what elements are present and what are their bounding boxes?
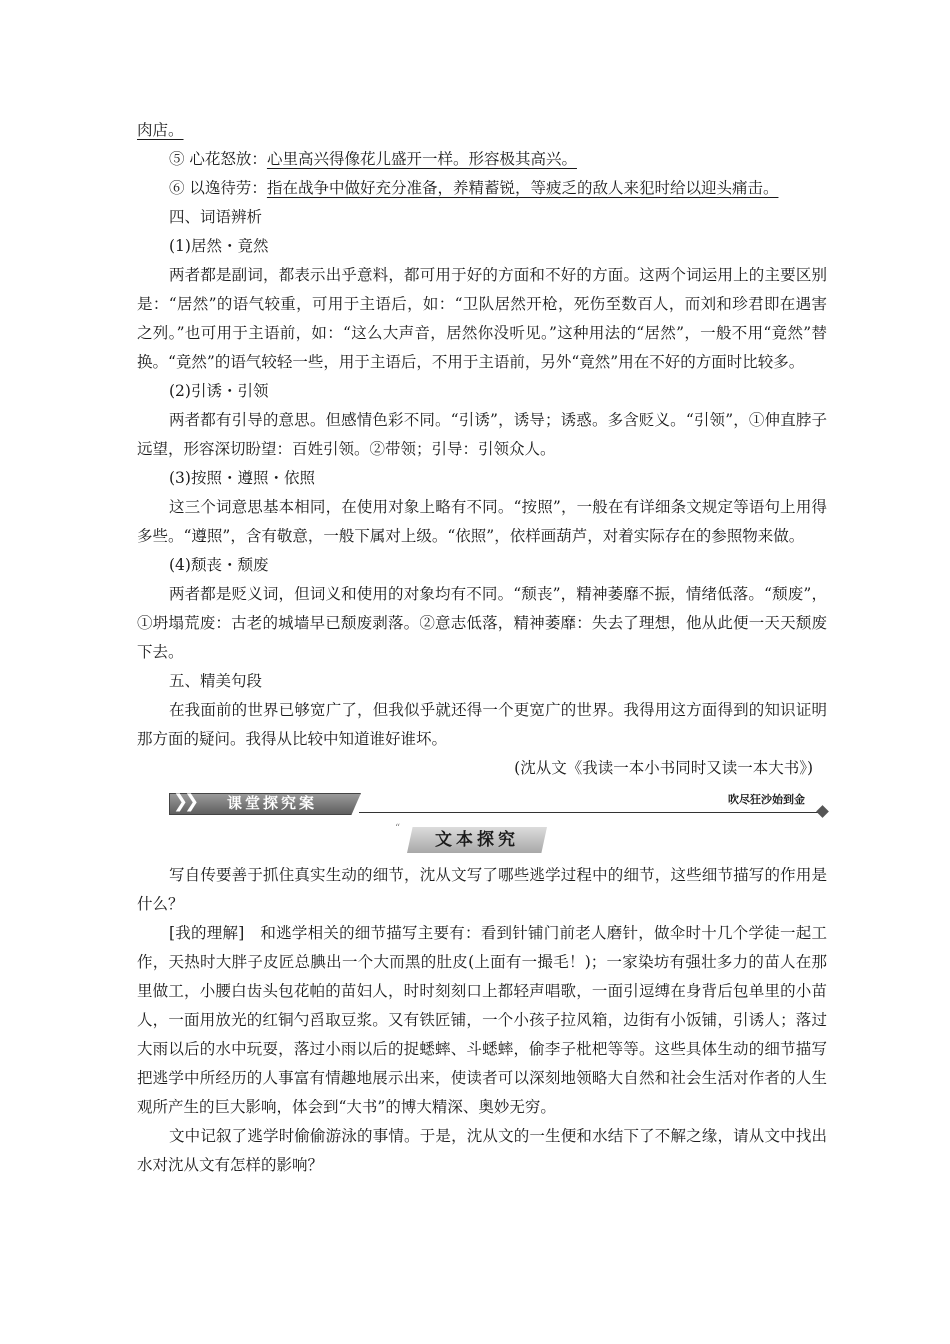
answer-text: [我的理解] 和逃学相关的细节描写主要有：看到针铺门前老人磨针，做伞时十几个学徒一起工作，天热时大胖子皮匠总腆出一个大而黑的肚皮(上面有一撮毛！)；一家染坊有强壮多力的苗人在那里做工，小腰白齿头包花帕的苗妇人，时时刻刻口上都轻声唱歌，一面引逗缚在身背后包单里的小苗人，一面用放光的红铜勺舀取豆浆。又有铁匠铺，一个小孩子拉风箱，边街有小饭铺，引诱人；落过大雨以后的水中玩耍，落过小雨以后的捉蟋蟀、斗蟋蟀，偷李子枇杷等等。这些具体生动的细节描写把逃学中所经历的人事富有情趣地展示出来，使读者可以深刻地领略大自然和社会生活对作者的人生观所产生的巨大影响，体会到“大书”的博大精深、奥妙无穷。 <box>137 924 827 1116</box>
banner-divider <box>359 812 821 813</box>
idiom-item-6 <box>137 174 827 203</box>
section-heading: 四、词语辨析 <box>169 208 263 226</box>
word-group-text: 两者都有引导的意思。但感情色彩不同。“引诱”，诱导；诱惑。多含贬义。“引领”，①伸直脖子远望，形容深切盼望：百姓引领。②带领；引导：引领众人。 <box>137 411 827 458</box>
word-group-title: (2)引诱・引领 <box>169 382 269 400</box>
idiom-item-5 <box>137 145 827 174</box>
word-group-title: (1)居然・竟然 <box>169 237 269 255</box>
idiom-label: ⑥ 以逸待劳： <box>169 179 267 197</box>
idiom-definition: 心里高兴得像花儿盛开一样。形容极其高兴。 <box>266 150 577 168</box>
word-group-title: (3)按照・遵照・依照 <box>169 469 315 487</box>
word-group-title: (4)颓丧・颓废 <box>169 556 269 574</box>
excerpt-text: 在我面前的世界已够宽广了，但我似乎就还得一个更宽广的世界。我得用这方面得到的知识证明那方面的疑问。我得从比较中知道谁好谁坏。 <box>137 701 827 748</box>
word-group-text: 两者都是贬义词，但词义和使用的对象均有不同。“颓丧”，精神萎靡不振，情绪低落。“颓废”，①坍塌荒废：古老的城墙早已颓废剥落。②意志低落，精神萎靡：失去了理想，他从此便一天天颓废下去。 <box>137 585 827 661</box>
banner-slogan: 吹尽狂沙始到金 <box>728 793 805 806</box>
idiom-definition: 指在战争中做好充分准备，养精蓄锐，等疲乏的敌人来犯时给以迎头痛击。 <box>266 179 779 197</box>
idiom-label: ⑤ 心花怒放： <box>169 150 267 168</box>
document-page <box>137 116 827 1180</box>
quote-mark-icon: “ <box>395 823 401 834</box>
class-inquiry-banner <box>137 789 827 817</box>
word-group-text: 这三个词意思基本相同，在使用对象上略有不同。“按照”，一般在有详细条文规定等语句上用得多些。“遵照”，含有敬意，一般下属对上级。“依照”，依样画葫芦，对着实际存在的参照物来做。 <box>137 498 827 545</box>
text-inquiry-header <box>137 823 827 857</box>
question-text: 写自传要善于抓住真实生动的细节，沈从文写了哪些逃学过程中的细节，这些细节描写的作用是什么？ <box>137 866 827 913</box>
excerpt-source: (沈从文《我读一本小书同时又读一本大书》) <box>514 759 813 777</box>
word-group-text: 两者都是副词，都表示出乎意料，都可用于好的方面和不好的方面。这两个词运用上的主要区别是：“居然”的语气较重，可用于主语后，如：“卫队居然开枪，死伤至数百人，而刘和珍君即在遇害之列。”也可用于主语前，如：“这么大声音，居然你没听见。”这种用法的“居然”，一般不用“竟然”替换。“竟然”的语气较轻一些，用于主语后，不用于主语前，另外“竟然”用在不好的方面时比较多。 <box>137 266 827 371</box>
continued-text: 肉店。 <box>137 121 184 139</box>
section-heading: 五、精美句段 <box>169 672 263 690</box>
section-title: 文本探究 <box>435 830 519 850</box>
banner-title: 课堂探究案 <box>227 794 318 812</box>
diamond-icon <box>816 805 829 818</box>
double-chevron-icon: ❯❯ <box>173 791 196 812</box>
question-text: 文中记叙了逃学时偷偷游泳的事情。于是，沈从文的一生便和水结下了不解之缘，请从文中找出水对沈从文有怎样的影响？ <box>137 1127 827 1174</box>
